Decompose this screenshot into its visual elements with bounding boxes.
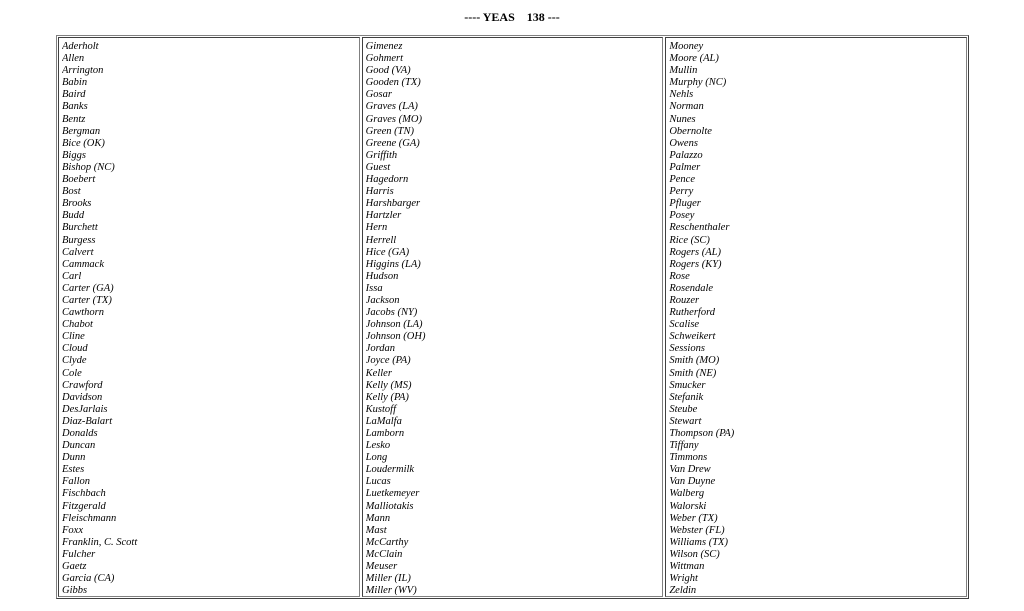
member-name: Palazzo: [669, 149, 703, 161]
member-name: Wittman: [669, 561, 705, 573]
member-name: Franklin, C. Scott: [62, 536, 138, 548]
yeas-table: [56, 35, 969, 599]
member-name: Harshbarger: [365, 198, 421, 210]
member-name: Van Drew: [669, 464, 711, 476]
member-name: Guest: [365, 161, 391, 173]
member-name: Bishop (NC): [62, 161, 115, 173]
member-name: Weber (TX): [669, 512, 718, 524]
member-name: Cawthorn: [62, 307, 105, 319]
member-name: Gibbs: [62, 585, 88, 597]
member-name: Scalise: [669, 319, 700, 331]
member-name: Mullin: [669, 65, 698, 77]
member-name: Walorski: [669, 500, 707, 512]
member-name: Gooden (TX): [365, 77, 421, 89]
member-name: Lamborn: [365, 428, 405, 439]
member-name: Van Duyne: [669, 476, 716, 488]
member-name: Bice (OK): [62, 137, 105, 149]
vote-heading: ---- YEAS 138 ---: [464, 10, 560, 24]
member-name: Kelly (PA): [365, 391, 409, 403]
member-name: Mast: [365, 524, 387, 536]
member-name: Nehls: [669, 89, 694, 101]
member-name: Higgins (LA): [365, 258, 421, 270]
member-name: Owens: [669, 137, 698, 149]
member-name: Walberg: [669, 488, 705, 500]
name-column-2: [362, 37, 664, 597]
member-name: Boebert: [62, 174, 96, 186]
name-column-3: [665, 37, 967, 597]
member-name: Graves (LA): [365, 101, 418, 113]
member-name: Harris: [365, 186, 394, 198]
member-name: Johnson (OH): [365, 331, 426, 343]
member-name: Mann: [365, 512, 391, 524]
member-name: Banks: [62, 101, 88, 113]
member-name: Gosar: [365, 89, 392, 101]
member-name: LaMalfa: [365, 415, 402, 427]
member-name: Williams (TX): [669, 536, 728, 548]
member-name: Issa: [365, 282, 383, 294]
member-name: Keller: [365, 367, 392, 379]
member-name: Stewart: [669, 415, 702, 427]
member-name: Johnson (LA): [365, 319, 423, 331]
member-name: Budd: [62, 210, 85, 222]
member-name: Wright: [669, 573, 698, 585]
member-name: Allen: [62, 53, 85, 65]
member-name: Gaetz: [62, 561, 87, 573]
member-name: Mooney: [669, 41, 704, 52]
member-name: Fischbach: [62, 488, 106, 500]
name-column-1: [58, 37, 360, 597]
member-name: Rutherford: [669, 307, 716, 319]
member-name: Carter (TX): [62, 294, 112, 306]
member-name: Bost: [62, 186, 81, 198]
member-name: Kelly (MS): [365, 379, 412, 391]
member-name: Moore (AL): [669, 53, 719, 65]
member-name: Meuser: [365, 561, 398, 573]
member-name: Carl: [62, 270, 82, 282]
member-name: Murphy (NC): [669, 77, 727, 89]
member-name: Cole: [62, 367, 82, 379]
member-name: Greene (GA): [365, 137, 420, 149]
member-name: Carter (GA): [62, 282, 114, 294]
member-name: Webster (FL): [669, 524, 725, 536]
member-name: Aderholt: [62, 41, 99, 52]
member-name: Loudermilk: [365, 464, 415, 476]
member-name: Posey: [669, 210, 695, 222]
member-name: Gohmert: [365, 53, 404, 65]
member-name: Bentz: [62, 113, 86, 125]
member-name: Norman: [669, 101, 704, 113]
member-name: Gimenez: [365, 41, 403, 52]
member-name: Joyce (PA): [365, 355, 411, 367]
member-name: Sessions: [669, 343, 705, 355]
member-name: Rogers (AL): [669, 246, 721, 258]
member-name: Malliotakis: [365, 500, 414, 512]
member-name: Hice (GA): [365, 246, 410, 258]
member-name: Hudson: [365, 270, 399, 282]
member-name: Stefanik: [669, 391, 704, 403]
member-name: Brooks: [62, 198, 92, 210]
member-name: DesJarlais: [62, 403, 108, 415]
member-name: Clyde: [62, 355, 87, 367]
member-name: Fulcher: [62, 548, 96, 560]
member-name: Biggs: [62, 149, 86, 161]
member-name: Babin: [62, 77, 88, 89]
member-name: Arrington: [62, 65, 104, 77]
member-name: Rogers (KY): [669, 258, 722, 270]
member-name: Luetkemeyer: [365, 488, 420, 500]
member-name: McCarthy: [365, 536, 409, 548]
member-name: Jackson: [365, 294, 400, 306]
member-name: Pfluger: [669, 198, 701, 210]
member-name: Herrell: [365, 234, 397, 246]
member-name: Green (TN): [365, 125, 414, 137]
member-name: Chabot: [62, 319, 93, 331]
member-name: Crawford: [62, 379, 103, 391]
member-name: Duncan: [62, 440, 96, 452]
member-name: Fleischmann: [62, 512, 117, 524]
member-name: Calvert: [62, 246, 94, 258]
member-name: Lesko: [365, 440, 391, 452]
member-name: Obernolte: [669, 125, 712, 137]
member-name: Thompson (PA): [669, 428, 735, 439]
member-name: Smith (MO): [669, 355, 720, 367]
member-name: Lucas: [365, 476, 391, 488]
member-name: Rouzer: [669, 294, 700, 306]
member-name: Kustoff: [365, 403, 397, 415]
member-name: Jordan: [365, 343, 396, 355]
member-name: Cline: [62, 331, 85, 343]
member-name: Rice (SC): [669, 234, 710, 246]
member-name: Bergman: [62, 125, 101, 137]
member-name: Rosendale: [669, 282, 714, 294]
member-name: Rose: [669, 270, 690, 282]
member-name: Long: [365, 452, 388, 464]
member-name: Smith (NE): [669, 367, 717, 379]
member-name: Timmons: [669, 452, 708, 464]
member-name: Dunn: [62, 452, 86, 464]
member-name: Smucker: [669, 379, 706, 391]
member-name: Reschenthaler: [669, 222, 730, 234]
member-name: Pence: [669, 174, 695, 186]
member-name: Cammack: [62, 258, 104, 270]
member-name: Wilson (SC): [669, 548, 720, 560]
member-name: Zeldin: [669, 585, 697, 597]
member-name: Hern: [365, 222, 388, 234]
member-name: McClain: [365, 548, 403, 560]
member-name: Cloud: [62, 343, 88, 355]
member-name: Schweikert: [669, 331, 716, 343]
member-name: Fallon: [62, 476, 90, 488]
member-name: Perry: [669, 186, 694, 198]
member-name: Burgess: [62, 234, 96, 246]
member-name: Fitzgerald: [62, 500, 106, 512]
member-name: Burchett: [62, 222, 98, 234]
member-name: Baird: [62, 89, 86, 101]
member-name: Diaz-Balart: [62, 415, 113, 427]
member-name: Tiffany: [669, 440, 699, 452]
member-name: Hartzler: [365, 210, 402, 222]
member-name: Good (VA): [365, 65, 411, 77]
member-name: Steube: [669, 403, 698, 415]
member-name: Foxx: [62, 524, 83, 536]
member-name: Hagedorn: [365, 174, 409, 186]
member-name: Nunes: [669, 113, 696, 125]
member-name: Griffith: [365, 149, 398, 161]
member-name: Estes: [62, 464, 85, 476]
member-name: Miller (WV): [365, 585, 417, 597]
member-name: Graves (MO): [365, 113, 422, 125]
member-name: Jacobs (NY): [365, 307, 418, 319]
member-name: Donalds: [62, 428, 98, 439]
member-name: Garcia (CA): [62, 573, 115, 585]
member-name: Miller (IL): [365, 573, 411, 585]
member-name: Palmer: [669, 161, 701, 173]
member-name: Davidson: [62, 391, 103, 403]
